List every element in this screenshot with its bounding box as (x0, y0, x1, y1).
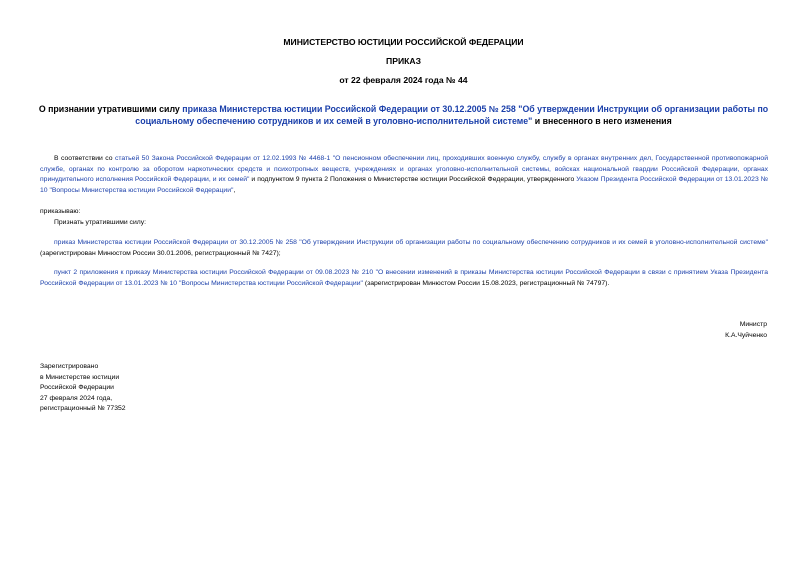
basis-link-decree-10[interactable]: Указом Президента Российской Федерации от 13.01.2023 № 10 "Вопросы Министерства юстиции Российской Федерации" (40, 176, 768, 194)
registration-line: регистрационный № 77352 (40, 405, 126, 413)
list-item (40, 238, 768, 259)
document-type: ПРИКАЗ (386, 56, 421, 66)
title-suffix: и внесенного в него изменения (532, 115, 672, 126)
title-prefix: О признании утратившими силу (38, 104, 183, 114)
signature-position: Министр (739, 321, 767, 328)
list-item (40, 268, 768, 289)
basis-text-3: , (233, 186, 236, 194)
basis-paragraph (40, 154, 768, 196)
order-word: приказываю: (40, 208, 81, 215)
registration-block (40, 362, 126, 415)
item-link[interactable]: пункт 2 приложения к приказу Министерства юстиции Российской Федерации от 09.08.2023 № 210 "О внесении изменений в приказы Министерства юстиции Российской Федерации в связи с принятием Указа Президента Российской Федерации от 13.01.2023 № 10 "Вопросы Министерства юстиции Российской Федерации" (40, 269, 768, 287)
document-date-number: от 22 февраля 2024 года № 44 (339, 75, 468, 85)
item-link[interactable]: приказ Министерства юстиции Российской Федерации от 30.12.2005 № 258 "Об утверждении Инструкции об организации работы по социальному обеспечению сотрудников и их семей в уголовно-исполнительной системе" (54, 239, 768, 246)
title-link-order-258[interactable]: приказа Министерства юстиции Российской Федерации от 30.12.2005 № 258 "Об утверждении Инструкции об организации работы по социальному обеспечению сотрудников и их семей в уголовно-исполнительной системе" (135, 104, 769, 126)
organization-heading: МИНИСТЕРСТВО ЮСТИЦИИ РОССИЙСКОЙ ФЕДЕРАЦИИ (283, 37, 524, 47)
item-text: (зарегистрирован Минюстом России 15.08.2023, регистрационный № 74797). (362, 279, 610, 287)
item-text: (зарегистрирован Минюстом России 30.01.2006, регистрационный № 7427); (40, 249, 281, 257)
document-title (30, 104, 777, 127)
signature-name: К.А.Чуйченко (725, 332, 767, 339)
registration-line: 27 февраля 2024 года, (40, 394, 113, 402)
basis-text-1: В соответствии со (54, 155, 115, 162)
basis-text-2: и подпунктом 9 пункта 2 Положения о Министерстве юстиции Российской Федерации, утвержденного (249, 176, 577, 184)
basis-link-law-4468-1[interactable]: статьей 50 Закона Российской Федерации от 12.02.1993 № 4468-1 "О пенсионном обеспечении лиц, проходивших военную службу, службу в органах внутренних дел, Государственной противопожарной службе, органах по контролю за оборотом наркотических средств и психотропных веществ, учреждениях и органах уголовно-исполнительной системы, войсках национальной гвардии Российской Федерации, органах принудительного исполнения Российской Федерации, и их семей" (40, 155, 768, 184)
registration-line: Зарегистрировано (40, 363, 99, 370)
registration-line: в Министерстве юстиции (40, 373, 120, 381)
declare-invalid: Признать утратившими силу: (54, 219, 147, 226)
registration-line: Российской Федерации (40, 384, 114, 392)
